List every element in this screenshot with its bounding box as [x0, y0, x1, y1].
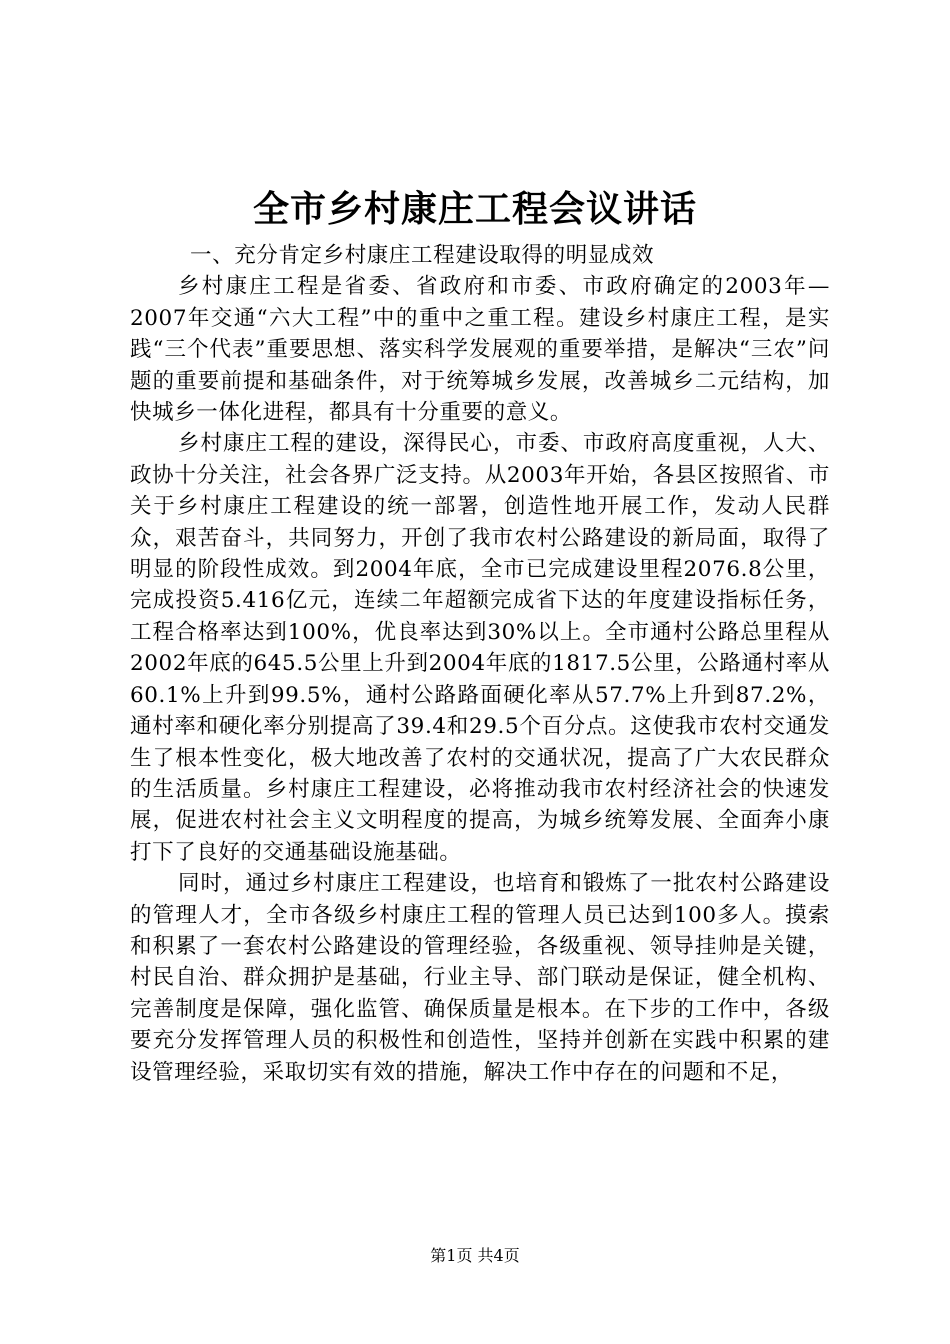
paragraph-2: 乡村康庄工程的建设，深得民心，市委、市政府高度重视，人大、政协十分关注，社会各界广泛支持。从2003年开始，各县区按照省、市关于乡村康庄工程建设的统一部署，创造性地开展工作，发动人民群众，艰苦奋斗，共同努力，开创了我市农村公路建设的新局面，取得了明显的阶段性成效。到2004年底，全市已完成建设里程2076.8公里，完成投资5.416亿元，连续二年超额完成省下达的年度建设指标任务，工程合格率达到100%，优良率达到30%以上。全市通村公路总里程从2002年底的645.5公里上升到2004年底的1817.5公里，公路通村率从60.1%上升到99.5%，通村公路路面硬化率从57.7%上升到87.2%，通村率和硬化率分别提高了39.4和29.5个百分点。这使我市农村交通发生了根本性变化，极大地改善了农村的交通状况，提高了广大农民群众的生活质量。乡村康庄工程建设，必将推动我市农村经济社会的快速发展，促进农村社会主义文明程度的提高，为城乡统筹发展、全面奔小康打下了良好的交通基础设施基础。	[130, 431, 830, 865]
page-footer: 第1页 共4页	[430, 1246, 520, 1265]
paragraph-3: 同时，通过乡村康庄工程建设，也培育和锻炼了一批农村公路建设的管理人才，全市各级乡村康庄工程的管理人员已达到100多人。摸索和积累了一套农村公路建设的管理经验，各级重视、领导挂帅是关键，村民自治、群众拥护是基础，行业主导、部门联动是保证，健全机构、完善制度是保障，强化监管、确保质量是根本。在下步的工作中，各级要充分发挥管理人员的积极性和创造性，坚持并创新在实践中积累的建设管理经验，采取切实有效的措施，解决工作中存在的问题和不足，	[130, 871, 830, 1085]
document-body	[130, 240, 830, 1088]
paragraph-1: 乡村康庄工程是省委、省政府和市委、市政府确定的2003年—2007年交通“六大工程”中的重中之重工程。建设乡村康庄工程，是实践“三个代表”重要思想、落实科学发展观的重要举措，是解决“三农”问题的重要前提和基础条件，对于统筹城乡发展，改善城乡二元结构，加快城乡一体化进程，都具有十分重要的意义。	[130, 274, 830, 426]
document-title: 全市乡村康庄工程会议讲话	[252, 189, 697, 230]
section-heading: 一、充分肯定乡村康庄工程建设取得的明显成效	[190, 243, 655, 268]
